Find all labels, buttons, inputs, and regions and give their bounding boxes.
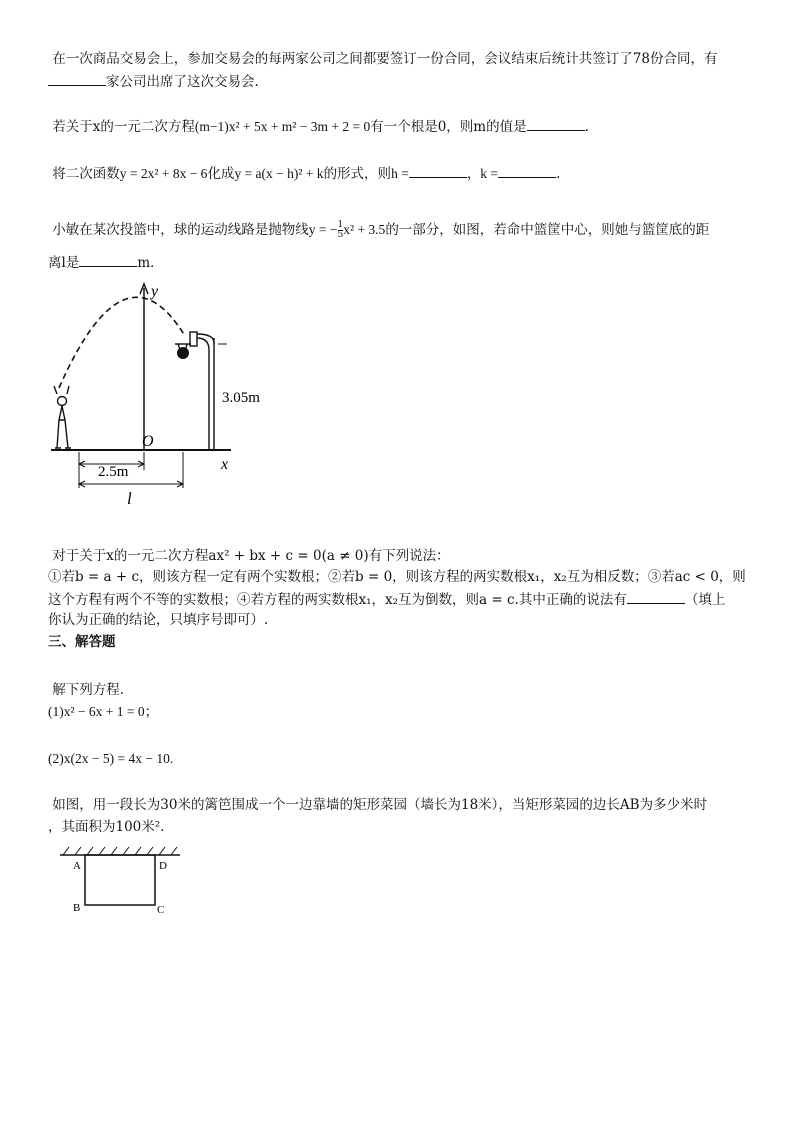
answer-blank-3h[interactable] [409, 163, 467, 178]
point-d-label: D [159, 860, 167, 872]
answer-blank-1[interactable] [48, 71, 106, 86]
question-6-intro [48, 680, 124, 700]
question-6-text: 解下列方程. [52, 682, 125, 698]
garden-rectangle [85, 855, 155, 905]
question-2-end: . [584, 119, 589, 135]
question-3-text-post: 的形式，则 [323, 166, 392, 182]
question-5-text-3b: （填上 [684, 592, 726, 608]
question-5-text-2: ①若b = a + c，则该方程一定有两个实数根；②若b = 0，则该方程的两实数根x₁，x₂互为相反数；③若ac < 0，则 [48, 569, 746, 585]
garden-figure [55, 843, 195, 923]
dim-l-label: l [127, 489, 132, 508]
question-4-equation-b: x² + 3.5 [343, 222, 386, 237]
question-5-text-4: 你认为正确的结论，只填序号即可）. [48, 612, 269, 628]
question-4-text-pre: 小敏在某次投篮中，球的运动线路是抛物线 [52, 222, 309, 238]
section-3-heading: 三、解答题 [48, 634, 116, 650]
point-a-label: A [73, 860, 81, 872]
question-7-line-2 [48, 817, 164, 837]
question-4-text-l: 离l是 [48, 255, 80, 271]
question-1-line-2 [48, 71, 259, 92]
fraction-denominator: 5 [337, 230, 344, 240]
question-2-text-post: 有一个根是0，则m的值是 [370, 119, 527, 135]
height-label: 3.05m [222, 390, 260, 406]
dim-2-5m-label: 2.5m [98, 464, 129, 480]
question-3-end: . [556, 166, 561, 182]
origin-label: O [142, 433, 154, 450]
question-3-text-pre: 将二次函数 [52, 166, 120, 182]
question-5-text-3: 这个方程有两个不等的实数根；④若方程的两实数根x₁，x₂互为倒数，则a = c.其中正确的说法有 [48, 592, 627, 608]
wall-hatching [63, 847, 177, 855]
answer-blank-3k[interactable] [498, 163, 556, 178]
player-figure [54, 386, 71, 448]
basket-hoop [175, 332, 214, 450]
ball [177, 347, 189, 359]
question-5-line-3 [48, 589, 725, 610]
question-5-line-1 [48, 546, 450, 566]
question-5-line-4 [48, 610, 268, 630]
question-3-h-label: h = [391, 166, 409, 181]
question-5-line-2 [48, 567, 746, 587]
question-7-text-2: ，其面积为100米². [48, 819, 165, 835]
question-2-text-pre: 若关于x的一元二次方程 [52, 119, 195, 135]
question-3-text-mid: 化成 [207, 166, 235, 182]
point-c-label: C [157, 904, 165, 916]
question-2-equation: (m−1)x² + 5x + m² − 3m + 2 = 0 [194, 119, 371, 134]
question-4-text-end: m． [137, 255, 164, 271]
y-axis-label: y [151, 283, 159, 300]
answer-blank-2[interactable] [527, 116, 585, 131]
question-4-equation-a: y = − [308, 222, 338, 237]
question-6-part-2: (2)x(2x − 5) = 4x − 10. [48, 751, 174, 766]
question-3-equation-2: y = a(x − h)² + k [234, 166, 324, 181]
question-3-equation-1: y = 2x² + 8x − 6 [119, 166, 208, 181]
question-7-text-1: 如图，用一段长为30米的篱笆围成一个一边靠墙的矩形菜园（墙长为18米），当矩形菜园的边长AB为多少米时 [52, 797, 708, 813]
question-4-text-post: 的一部分，如图，若命中篮筐中心，则她与篮筐底的距 [385, 222, 710, 238]
answer-blank-4[interactable] [79, 252, 137, 267]
question-7-line-1 [48, 795, 707, 815]
question-1-text-b: 家公司出席了这次交易会. [106, 74, 259, 90]
question-5-text-1: 对于关于x的一元二次方程ax² + bx + c = 0(a ≠ 0)有下列说法： [52, 548, 450, 564]
question-3 [48, 163, 560, 184]
basketball-figure [45, 278, 305, 518]
ball-trajectory [59, 297, 185, 388]
question-4-line-2 [48, 252, 164, 273]
question-1-line-1 [48, 49, 717, 69]
question-4-line-1 [48, 220, 709, 240]
question-1-text-a: 在一次商品交易会上，参加交易会的每两家公司之间都要签订一份合同，会议结束后统计共签订了78份合同，有 [52, 51, 718, 67]
answer-blank-5[interactable] [627, 589, 685, 604]
question-2 [48, 116, 589, 137]
fraction-numerator: 1 [337, 220, 344, 230]
question-3-k-label: ，k = [466, 166, 499, 181]
question-6-part-1: (1)x² − 6x + 1 = 0； [48, 704, 159, 719]
x-axis-label: x [221, 456, 229, 473]
point-b-label: B [73, 902, 81, 914]
